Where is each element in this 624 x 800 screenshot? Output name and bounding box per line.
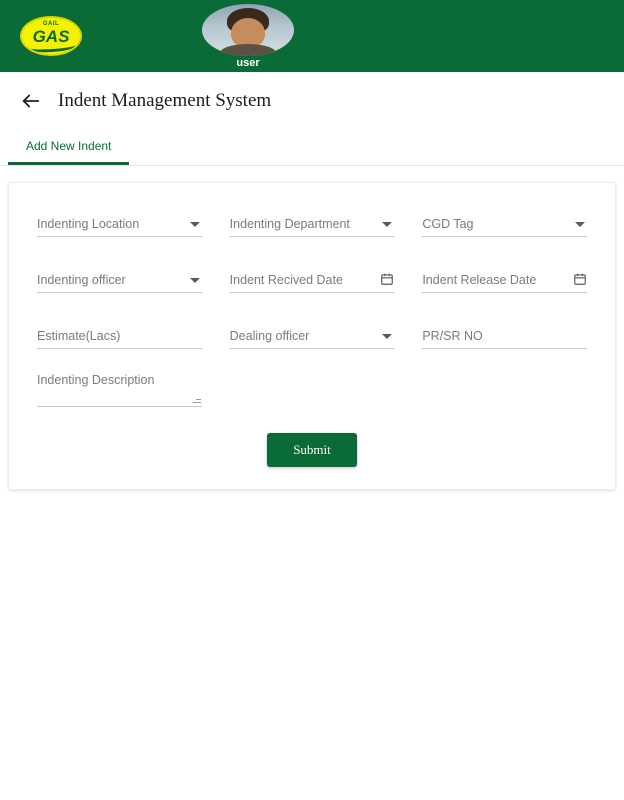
- calendar-icon[interactable]: [380, 272, 394, 286]
- submit-row: [37, 433, 587, 467]
- estimate-lacs-input[interactable]: [37, 315, 202, 349]
- estimate-lacs-label: Estimate(Lacs): [37, 329, 121, 343]
- avatar-body: [220, 44, 276, 56]
- logo-top-text: GAIL: [42, 21, 60, 27]
- indent-received-date-label: Indent Recived Date: [229, 273, 343, 287]
- resize-handle-icon[interactable]: [193, 396, 201, 404]
- pr-sr-no-input[interactable]: [422, 315, 587, 349]
- indent-form-card: [8, 182, 616, 490]
- indent-received-date-input[interactable]: [230, 259, 395, 293]
- cgd-tag-label: CGD Tag: [422, 217, 474, 231]
- avatar[interactable]: [202, 4, 294, 56]
- indenting-description-label: Indenting Description: [37, 373, 155, 387]
- dealing-officer-select[interactable]: [230, 315, 395, 349]
- calendar-icon[interactable]: [573, 272, 587, 286]
- indenting-location-label: Indenting Location: [37, 217, 140, 231]
- indenting-officer-label: Indenting officer: [37, 273, 126, 287]
- indent-form-grid: [37, 203, 587, 407]
- tab-bar: [0, 130, 624, 166]
- logo-main-text: GAS: [32, 27, 70, 46]
- indent-release-date-label: Indent Release Date: [422, 273, 537, 287]
- tab-label: Add New Indent: [26, 139, 112, 153]
- indent-release-date-input[interactable]: [422, 259, 587, 293]
- pr-sr-no-label: PR/SR NO: [422, 329, 483, 343]
- user-label: user: [236, 57, 260, 69]
- chevron-down-icon[interactable]: [190, 222, 200, 227]
- logo-swoosh-icon: [28, 38, 79, 53]
- gail-gas-logo[interactable]: [20, 16, 82, 56]
- indenting-officer-select[interactable]: [37, 259, 202, 293]
- back-arrow-icon[interactable]: [18, 88, 44, 114]
- indenting-department-select[interactable]: [230, 203, 395, 237]
- chevron-down-icon[interactable]: [382, 334, 392, 339]
- chevron-down-icon[interactable]: [190, 278, 200, 283]
- page-titlebar: [0, 72, 624, 130]
- app-header: [0, 0, 624, 72]
- cgd-tag-select[interactable]: [422, 203, 587, 237]
- dealing-officer-label: Dealing officer: [229, 329, 310, 343]
- chevron-down-icon[interactable]: [382, 222, 392, 227]
- tab-add-new-indent[interactable]: [8, 130, 129, 165]
- user-profile[interactable]: [202, 4, 294, 70]
- chevron-down-icon[interactable]: [575, 222, 585, 227]
- indenting-department-label: Indenting Department: [229, 217, 350, 231]
- submit-button[interactable]: Submit: [267, 433, 357, 467]
- page-title: Indent Management System: [58, 90, 272, 111]
- indenting-location-select[interactable]: [37, 203, 202, 237]
- indenting-description-textarea[interactable]: [37, 371, 202, 407]
- page-body: [0, 72, 624, 490]
